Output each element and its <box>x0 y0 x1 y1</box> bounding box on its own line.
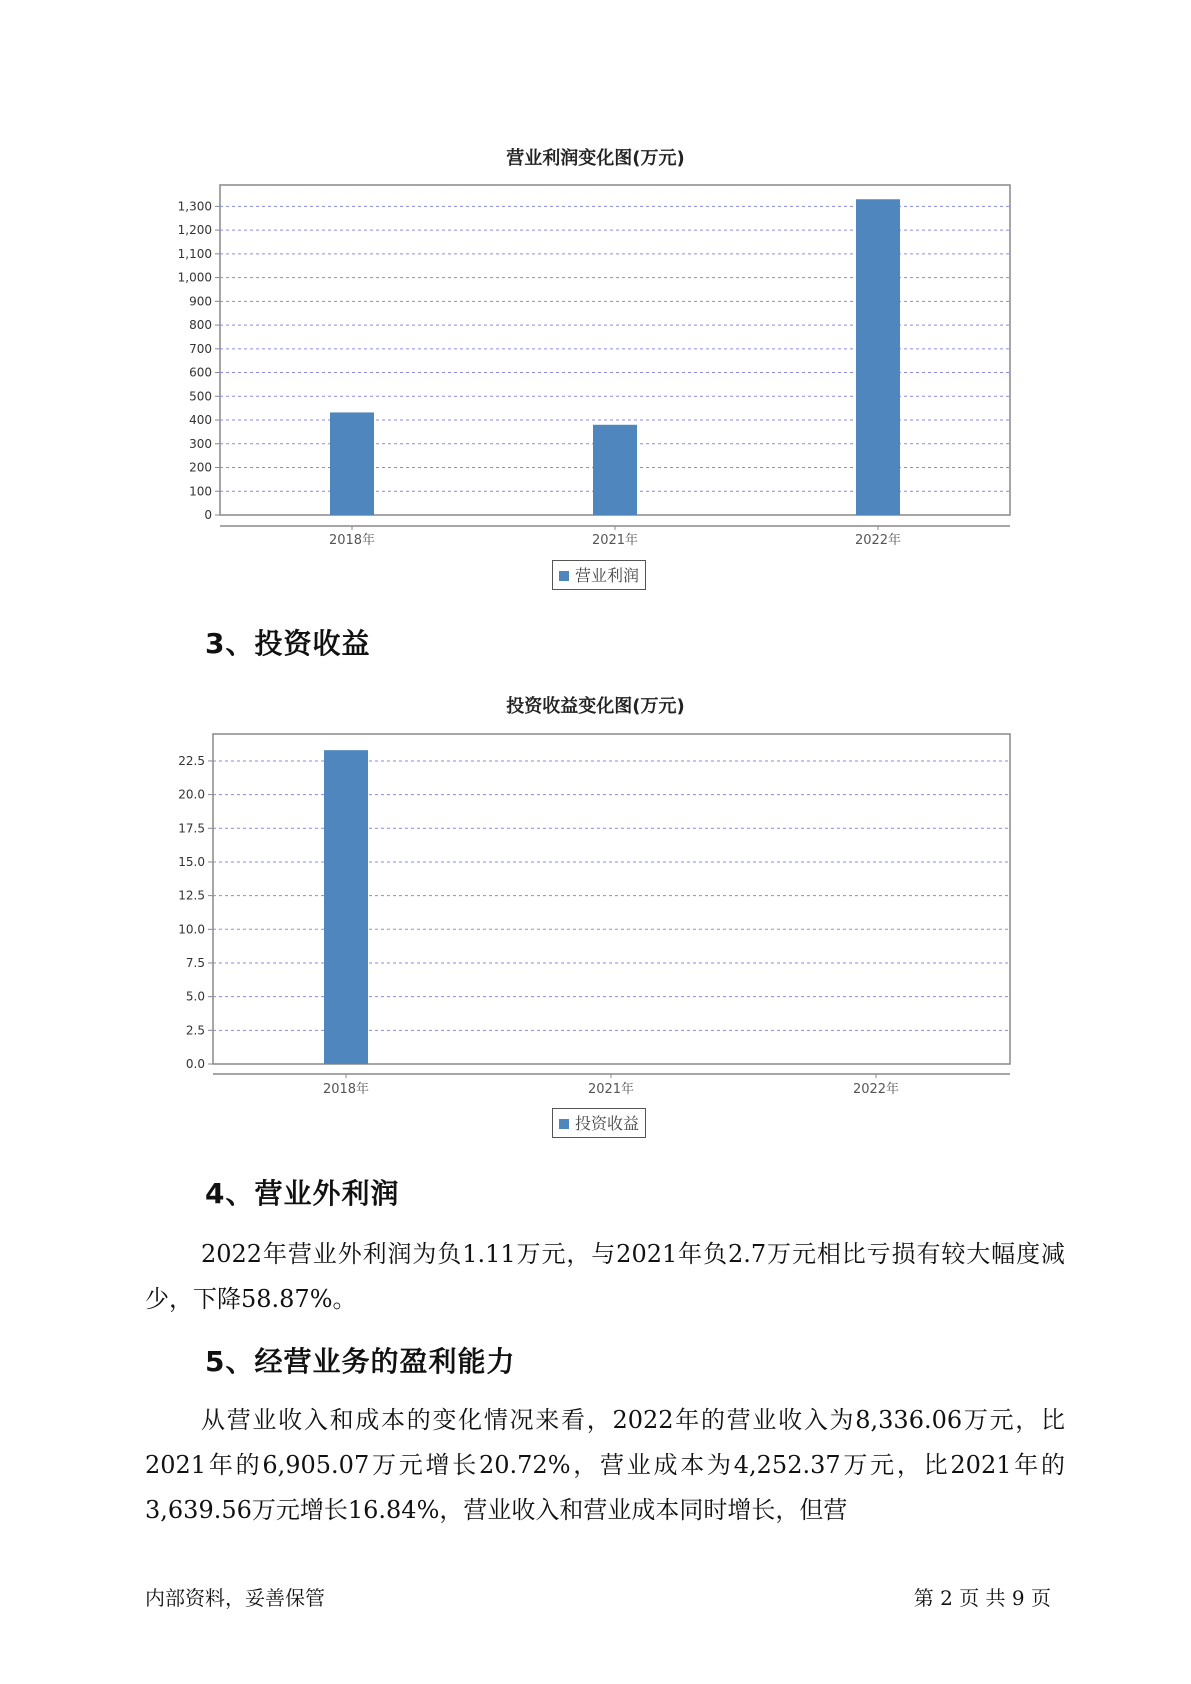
y-tick-label: 1,300 <box>177 199 212 214</box>
legend-swatch <box>559 1119 569 1129</box>
y-tick-label: 5.0 <box>185 989 205 1004</box>
y-tick-label: 22.5 <box>178 753 205 768</box>
y-tick-label: 100 <box>189 484 212 499</box>
footer-page-number: 第 2 页 共 9 页 <box>913 1586 1051 1610</box>
x-tick-label: 2018年 <box>328 533 376 548</box>
chart2-legend <box>552 1108 646 1138</box>
y-tick-label: 20.0 <box>178 787 205 802</box>
bar-2018年 <box>324 750 368 1064</box>
y-tick-label: 900 <box>189 294 212 309</box>
x-tick-label: 2022年 <box>854 533 902 548</box>
y-tick-label: 300 <box>189 436 212 451</box>
y-tick-label: 2.5 <box>185 1023 205 1038</box>
y-tick-label: 700 <box>189 341 212 356</box>
y-tick-label: 15.0 <box>178 854 205 869</box>
x-tick-label: 2018年 <box>322 1082 370 1097</box>
section-4-paragraph <box>145 1232 1065 1322</box>
chart2-title: 投资收益变化图(万元) <box>506 696 685 717</box>
section-4-text: 2022年营业外利润为负1.11万元，与2021年负2.7万元相比亏损有较大幅度减少，下降58.87%。 <box>145 1240 1065 1313</box>
chart2-legend-label: 投资收益 <box>575 1114 640 1133</box>
y-tick-label: 10.0 <box>178 922 205 937</box>
y-tick-label: 500 <box>189 389 212 404</box>
y-tick-label: 600 <box>189 365 212 380</box>
y-tick-label: 12.5 <box>178 888 205 903</box>
x-tick-label: 2022年 <box>852 1082 900 1097</box>
section-5-heading: 5、经营业务的盈利能力 <box>205 1345 516 1378</box>
y-tick-label: 1,200 <box>177 223 212 238</box>
y-tick-label: 7.5 <box>185 955 205 970</box>
y-tick-label: 0.0 <box>185 1057 205 1071</box>
footer-confidential-note: 内部资料，妥善保管 <box>145 1586 325 1610</box>
x-tick-label: 2021年 <box>591 533 639 548</box>
y-tick-label: 800 <box>189 318 212 333</box>
y-tick-label: 400 <box>189 413 212 428</box>
y-tick-label: 1,000 <box>177 270 212 285</box>
y-tick-label: 200 <box>189 460 212 475</box>
section-5-text: 从营业收入和成本的变化情况来看，2022年的营业收入为8,336.06万元，比2021年的6,905.07万元增长20.72%，营业成本为4,252.37万元，比2021年的3,639.56万元增长16.84%，营业收入和营业成本同时增长，但营 <box>145 1406 1065 1524</box>
section-3-heading: 3、投资收益 <box>205 627 371 660</box>
section-4-heading: 4、营业外利润 <box>205 1177 400 1210</box>
y-tick-label: 17.5 <box>178 821 205 836</box>
x-tick-label: 2021年 <box>587 1082 635 1097</box>
section-5-paragraph <box>145 1398 1065 1533</box>
y-tick-label: 0 <box>204 508 212 522</box>
chart1-title: 营业利润变化图(万元) <box>506 148 685 169</box>
y-tick-label: 1,100 <box>177 246 212 261</box>
chart1-legend-label: 营业利润 <box>575 566 640 585</box>
